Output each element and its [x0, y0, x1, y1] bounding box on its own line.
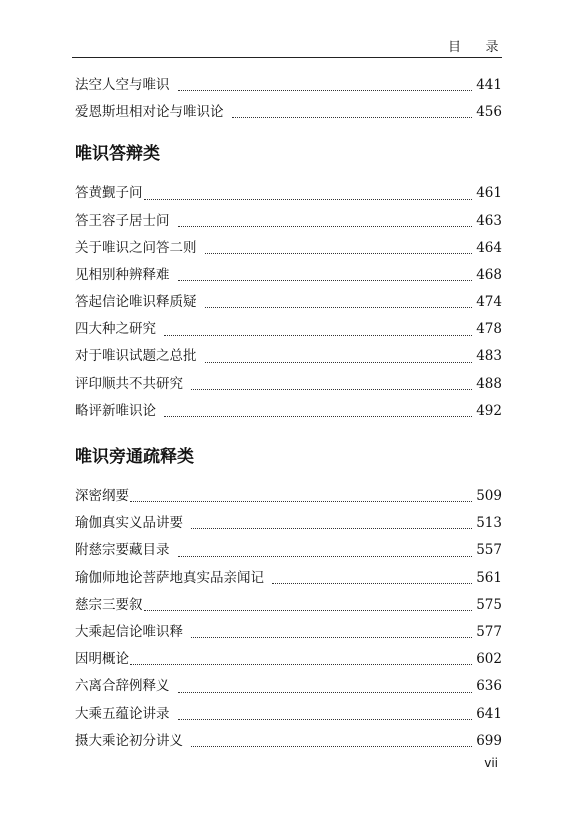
toc-entry-title: 慈宗三要叙	[75, 596, 143, 613]
header-rule	[72, 57, 502, 58]
toc-entry-page: 474	[476, 294, 502, 311]
toc-entry[interactable]	[75, 208, 502, 235]
toc-entry-page: 441	[476, 76, 502, 93]
toc-entry-page: 456	[476, 104, 502, 121]
toc-entry-title: 法空人空与唯识	[75, 76, 170, 93]
toc-entry[interactable]	[75, 235, 502, 262]
toc-entry-title: 因明概论	[75, 651, 129, 668]
section-title: 唯识答辩类	[75, 144, 160, 165]
dot-leader	[191, 389, 472, 390]
toc-entry-title: 瑜伽师地论菩萨地真实品亲闻记	[75, 569, 264, 586]
dot-leader	[164, 335, 472, 336]
dot-leader	[191, 746, 472, 747]
toc-entry-title: 答黄觐子问	[75, 185, 143, 202]
toc-entry[interactable]	[75, 537, 502, 564]
dot-leader	[272, 583, 472, 584]
toc-entry-page: 478	[476, 321, 502, 338]
toc-entry-title: 深密纲要	[75, 488, 129, 505]
dot-leader	[144, 610, 473, 611]
toc-entry-page: 699	[476, 732, 502, 749]
toc-entry-title: 四大种之研究	[75, 321, 156, 338]
dot-leader	[130, 501, 472, 502]
toc-entry-title: 六离合辞例释义	[75, 678, 170, 695]
toc-entry[interactable]	[75, 398, 502, 425]
toc-entry-title: 答起信论唯识释质疑	[75, 294, 197, 311]
toc-entry-title: 大乘五蕴论讲录	[75, 705, 170, 722]
dot-leader	[191, 528, 472, 529]
dot-leader	[130, 664, 472, 665]
toc-entry[interactable]	[75, 371, 502, 398]
toc-entry-title: 关于唯识之问答二则	[75, 239, 197, 256]
toc-entry[interactable]	[75, 289, 502, 316]
toc-entry-page: 577	[476, 623, 502, 640]
section-title: 唯识旁通疏释类	[75, 447, 194, 468]
toc-entry[interactable]	[75, 646, 502, 673]
toc-entry[interactable]	[75, 592, 502, 619]
dot-leader	[205, 253, 473, 254]
toc-entry-title: 爱恩斯坦相对论与唯识论	[75, 104, 224, 121]
toc-entry-page: 641	[476, 705, 502, 722]
toc-entry-page: 602	[476, 651, 502, 668]
toc-entry-page: 575	[476, 596, 502, 613]
toc-entry-page: 468	[476, 266, 502, 283]
toc-entry[interactable]	[75, 180, 502, 207]
toc-entry[interactable]	[75, 262, 502, 289]
dot-leader	[178, 719, 473, 720]
toc-entry[interactable]	[75, 728, 502, 755]
toc-entry-title: 摄大乘论初分讲义	[75, 732, 183, 749]
toc-entry-title: 瑜伽真实义品讲要	[75, 515, 183, 532]
toc-entry-page: 461	[476, 185, 502, 202]
dot-leader	[232, 117, 473, 118]
toc-entry-page: 636	[476, 678, 502, 695]
toc-entry-page: 464	[476, 239, 502, 256]
dot-leader	[178, 692, 473, 693]
dot-leader	[164, 416, 472, 417]
toc-entry-page: 488	[476, 375, 502, 392]
toc-entry-page: 557	[476, 542, 502, 559]
toc-entry-title: 答王容子居士问	[75, 212, 170, 229]
toc-entry-page: 513	[476, 515, 502, 532]
dot-leader	[144, 199, 473, 200]
dot-leader	[205, 307, 473, 308]
toc-entry-title: 略评新唯识论	[75, 402, 156, 419]
toc-entry-title: 见相别种辨释难	[75, 266, 170, 283]
dot-leader	[191, 637, 472, 638]
dot-leader	[178, 280, 473, 281]
page-folio: vii	[484, 756, 498, 770]
toc-entry[interactable]	[75, 565, 502, 592]
running-header	[448, 36, 499, 55]
toc-entry-title: 评印顺共不共研究	[75, 375, 183, 392]
toc-entry[interactable]	[75, 483, 502, 510]
toc-entry-page: 509	[476, 488, 502, 505]
toc-entry[interactable]	[75, 510, 502, 537]
toc-entry-page: 492	[476, 402, 502, 419]
toc-entry[interactable]	[75, 619, 502, 646]
toc-entry-title: 大乘起信论唯识释	[75, 623, 183, 640]
running-header-left: 目	[447, 40, 462, 55]
toc-entry-title: 附慈宗要藏目录	[75, 542, 170, 559]
toc-entry-title: 对于唯识试题之总批	[75, 348, 197, 365]
dot-leader	[178, 556, 473, 557]
dot-leader	[178, 226, 473, 227]
toc-entry[interactable]	[75, 344, 502, 371]
toc-entry-page: 463	[476, 212, 502, 229]
running-header-right: 录	[485, 40, 499, 55]
dot-leader	[178, 90, 473, 91]
toc-entry[interactable]	[75, 701, 502, 728]
toc-entry[interactable]	[75, 673, 502, 700]
toc-entry-page: 561	[476, 569, 502, 586]
toc-entry[interactable]	[75, 99, 502, 126]
toc-entry-page: 483	[476, 348, 502, 365]
dot-leader	[205, 362, 473, 363]
toc-entry[interactable]	[75, 316, 502, 343]
toc-content	[75, 72, 502, 755]
toc-entry[interactable]	[75, 72, 502, 99]
